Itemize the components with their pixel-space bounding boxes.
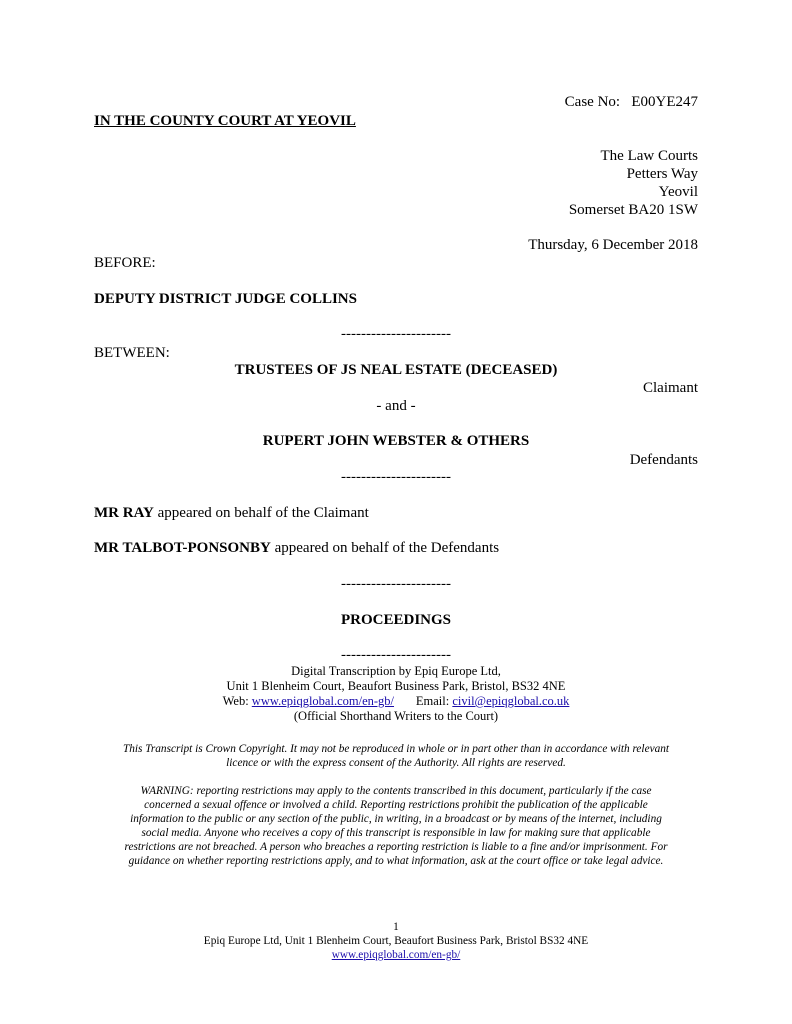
case-number-label: Case No:: [564, 94, 621, 110]
separator-3: ----------------------: [341, 576, 451, 592]
warning-line-4: social media. Anyone who receives a copy of this transcript is responsible in law for making sure that applicable: [141, 827, 651, 839]
copyright-line-2: licence or with the express consent of the Authority. All rights are reserved.: [226, 757, 566, 769]
warning-line-1: WARNING: reporting restrictions may apply to the contents transcribed in this document, particularly if the case: [140, 785, 652, 797]
court-name: IN THE COUNTY COURT AT YEOVIL: [94, 113, 356, 129]
address-line-1: The Law Courts: [600, 148, 698, 164]
warning-line-6: guidance on whether reporting restrictions apply, and to what information, ask at the court office or take legal advice.: [128, 855, 664, 867]
hearing-date: Thursday, 6 December 2018: [528, 237, 698, 253]
appearance-claimant-text: appeared on behalf of the Claimant: [153, 505, 369, 521]
and-text: - and -: [376, 398, 416, 414]
appearance-claimant: [94, 504, 369, 522]
page-number: 1: [393, 921, 399, 933]
email-label: Email:: [415, 694, 453, 708]
warning-line-2: concerned a sexual offence or involved a child. Reporting restrictions prohibit the publication of the applicable: [144, 799, 648, 811]
footer-web-link[interactable]: www.epiqglobal.com/en-gb/: [331, 949, 461, 961]
separator-2: ----------------------: [341, 469, 451, 485]
appearance-defendant: [94, 539, 499, 557]
before-label: BEFORE:: [94, 255, 156, 271]
address-line-4: Somerset BA20 1SW: [568, 202, 698, 218]
transcriber-line-1: Digital Transcription by Epiq Europe Ltd,: [291, 664, 501, 678]
defendant-counsel: MR TALBOT-PONSONBY: [94, 540, 271, 556]
case-number: [565, 93, 698, 111]
case-number-value: E00YE247: [631, 94, 698, 110]
appearance-defendant-text: appeared on behalf of the Defendants: [270, 540, 500, 556]
copyright-line-1: This Transcript is Crown Copyright. It may not be reproduced in whole or in part other than in accordance with relevant: [122, 743, 670, 755]
transcriber-line-2: Unit 1 Blenheim Court, Beaufort Business Park, Bristol, BS32 4NE: [226, 679, 566, 693]
web-link[interactable]: www.epiqglobal.com/en-gb/: [251, 694, 395, 708]
email-link[interactable]: civil@epiqglobal.co.uk: [452, 694, 570, 708]
address-line-2: Petters Way: [626, 166, 698, 182]
proceedings-title: PROCEEDINGS: [340, 612, 452, 628]
footer-address: Epiq Europe Ltd, Unit 1 Blenheim Court, Beaufort Business Park, Bristol BS32 4NE: [203, 935, 589, 947]
transcriber-contact: [0, 694, 792, 709]
claimant-name: TRUSTEES OF JS NEAL ESTATE (DECEASED): [234, 362, 558, 378]
transcriber-line-4: (Official Shorthand Writers to the Court): [293, 709, 499, 723]
claimant-role: Claimant: [643, 380, 698, 396]
address-line-3: Yeovil: [658, 184, 698, 200]
defendant-name: RUPERT JOHN WEBSTER & OTHERS: [262, 433, 530, 449]
separator-4: ----------------------: [341, 647, 451, 663]
separator-1: ----------------------: [341, 326, 451, 342]
web-label: Web:: [222, 694, 252, 708]
judge-name: DEPUTY DISTRICT JUDGE COLLINS: [94, 291, 357, 307]
claimant-counsel: MR RAY: [94, 505, 154, 521]
defendant-role: Defendants: [629, 452, 698, 468]
footer-link-row: [0, 948, 792, 962]
warning-line-3: information to the public or any section of the public, in writing, in a broadcast or by means of the internet, including: [130, 813, 662, 825]
between-label: BETWEEN:: [94, 345, 170, 361]
warning-line-5: restrictions are not breached. A person who breaches a reporting restriction is liable to a fine and/or imprisonment. For: [124, 841, 668, 853]
